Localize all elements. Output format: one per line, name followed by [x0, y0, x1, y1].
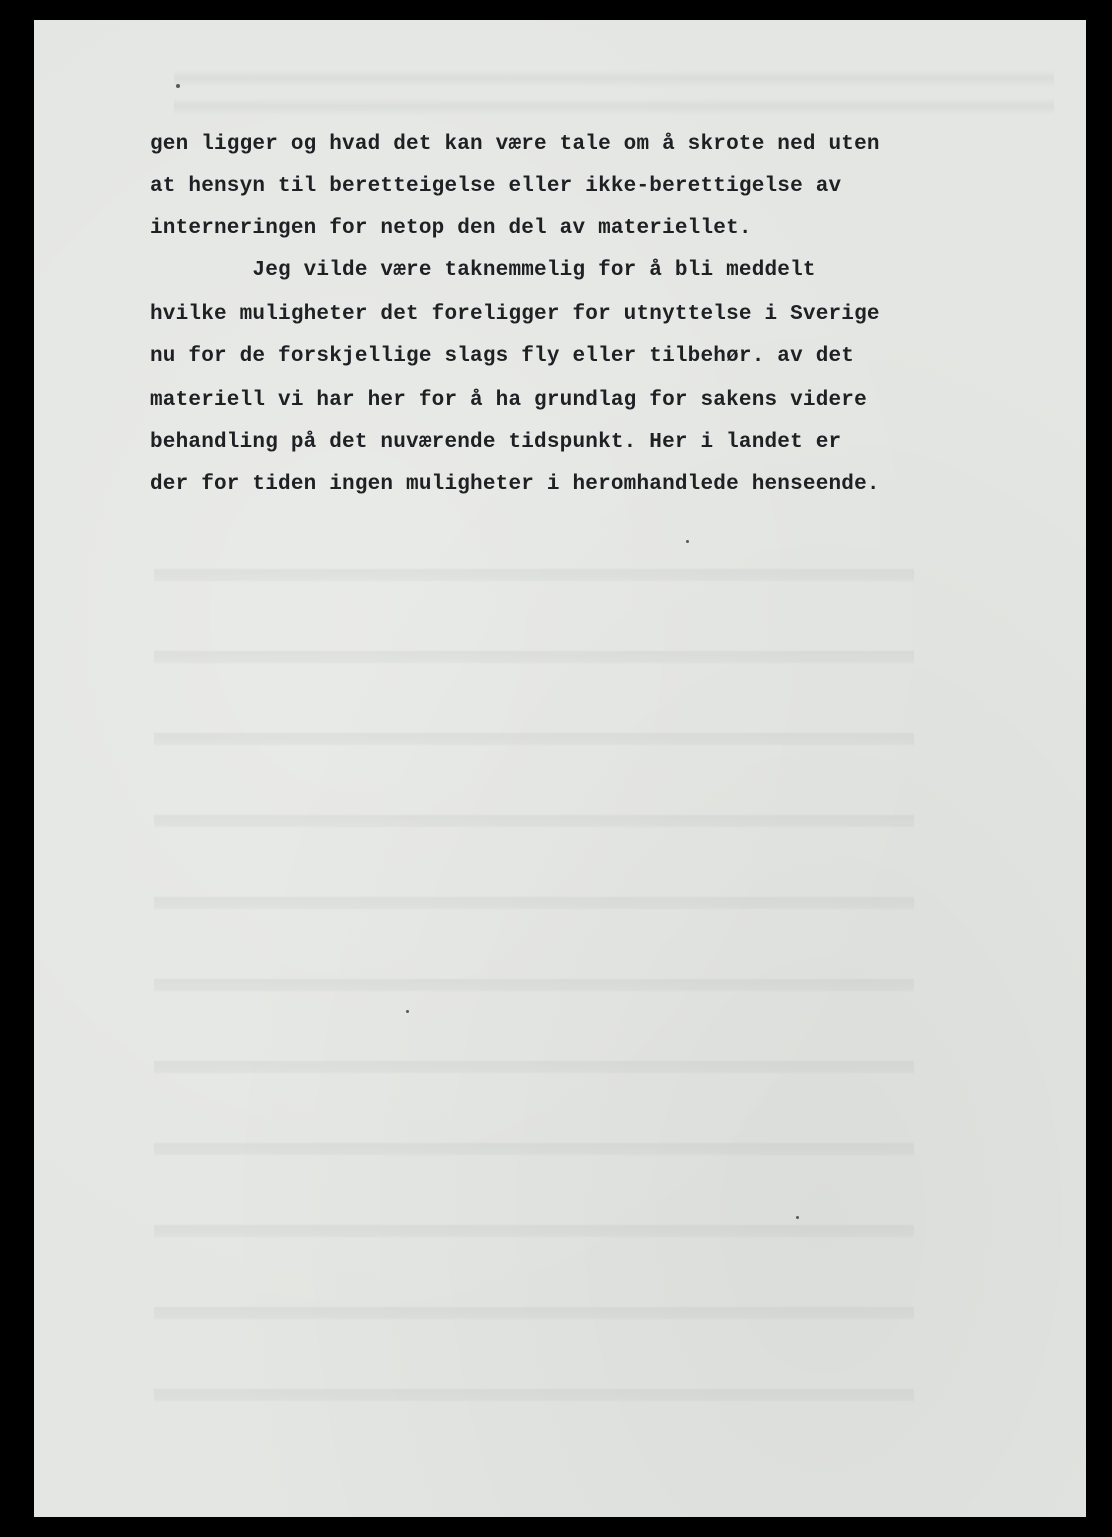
text-line: hvilke muligheter det foreligger for utnyttelse i Sverige [150, 303, 880, 326]
text-line: der for tiden ingen muligheter i heromhandlede henseende. [150, 473, 880, 496]
ink-speck [686, 540, 689, 543]
text-line: behandling på det nuværende tidspunkt. Her i landet er [150, 431, 842, 454]
text-line: Jeg vilde være taknemmelig for å bli meddelt [150, 259, 816, 282]
text-line: gen ligger og hvad det kan være tale om å skrote ned uten [150, 133, 880, 156]
ink-speck [796, 1216, 799, 1219]
ink-speck [406, 1010, 409, 1013]
text-line: at hensyn til beretteigelse eller ikke-berettigelse av [150, 175, 842, 198]
text-line: interneringen for netop den del av materiellet. [150, 217, 752, 240]
ink-speck [176, 84, 180, 88]
text-line: materiell vi har her for å ha grundlag for sakens videre [150, 389, 867, 412]
text-line: nu for de forskjellige slags fly eller tilbehør. av det [150, 345, 855, 368]
